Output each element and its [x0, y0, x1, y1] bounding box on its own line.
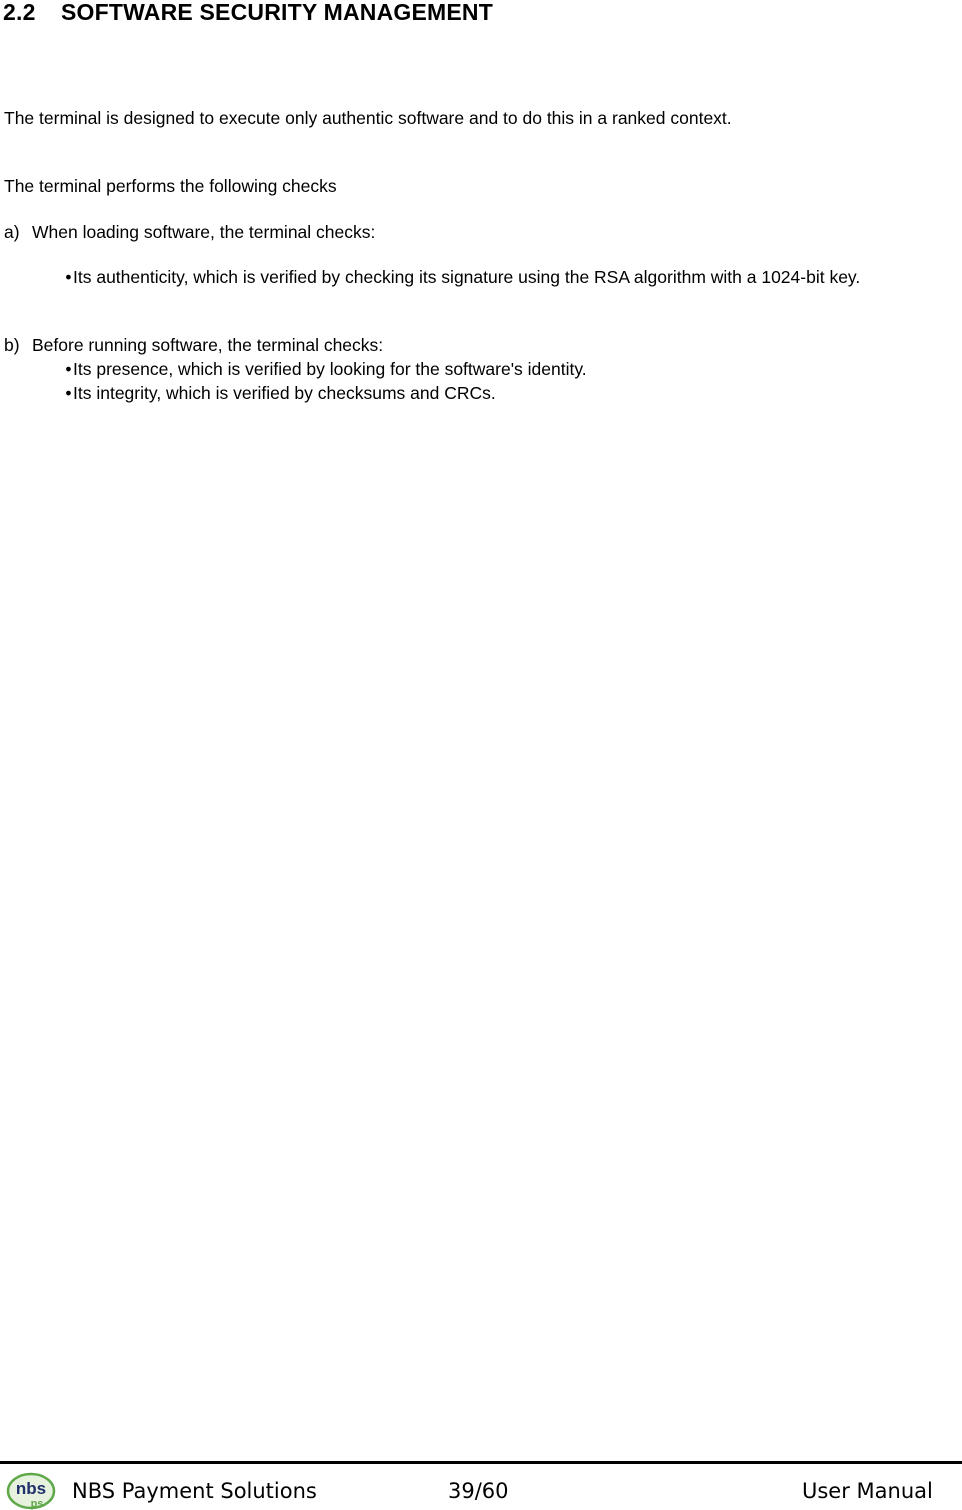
logo-subtext: ps	[30, 1498, 44, 1510]
bullet-icon: •	[65, 359, 72, 379]
section-title: SOFTWARE SECURITY MANAGEMENT	[61, 0, 493, 25]
footer-document-title: User Manual	[802, 1479, 933, 1503]
check-a-label: When loading software, the terminal checks:	[32, 222, 376, 242]
section-heading	[3, 0, 493, 26]
intro-paragraph: The terminal is designed to execute only authentic software and to do this in a ranked context.	[4, 108, 732, 128]
list-item-text: Its presence, which is verified by looking for the software's identity.	[73, 359, 587, 379]
footer-page-number: 39/60	[448, 1479, 509, 1503]
bullet-icon: •	[65, 383, 72, 403]
checks-intro-paragraph: The terminal performs the following checks	[4, 176, 337, 196]
check-b-letter: b)	[4, 335, 20, 355]
page-footer	[0, 1466, 962, 1510]
list-item-text: Its integrity, which is verified by checksums and CRCs.	[73, 383, 496, 403]
list-item-text: Its authenticity, which is verified by checking its signature using the RSA algorithm with a 1024-bit key.	[73, 267, 861, 287]
check-a-heading	[4, 222, 375, 243]
footer-divider	[0, 1461, 962, 1464]
section-number: 2.2	[3, 0, 36, 25]
footer-company-name: NBS Payment Solutions	[72, 1479, 317, 1503]
check-b-label: Before running software, the terminal checks:	[32, 335, 384, 355]
check-a-letter: a)	[4, 222, 20, 242]
check-b-heading	[4, 335, 383, 356]
logo-text: nbs	[15, 1479, 47, 1498]
company-logo	[6, 1470, 56, 1510]
bullet-icon: •	[65, 267, 72, 287]
